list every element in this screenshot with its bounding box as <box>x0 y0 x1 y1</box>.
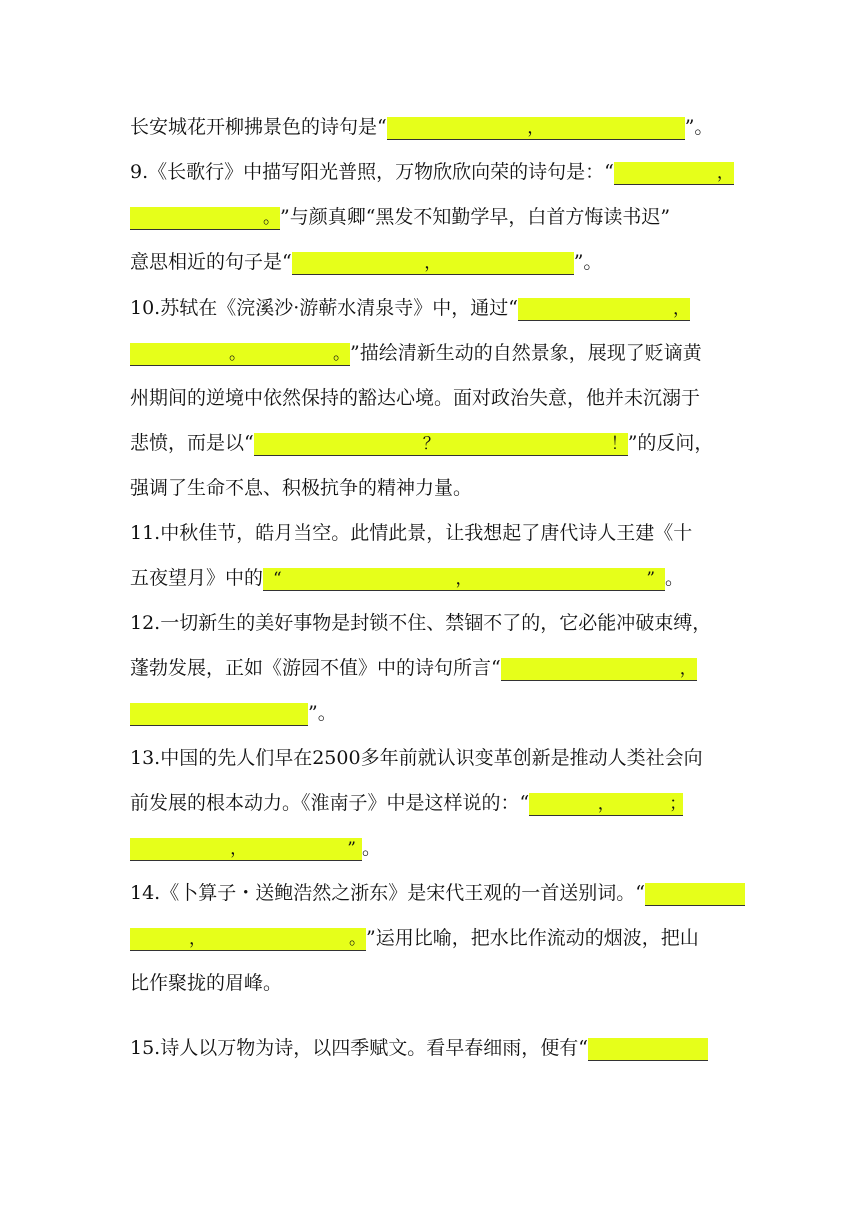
question-text: 15.诗人以万物为诗，以四季赋文。看早春细雨，便有“ <box>130 1037 588 1059</box>
text-line <box>130 383 700 413</box>
question-text: 9.《长歌行》中描写阳光普照，万物欣欣向荣的诗句是：“ <box>130 161 614 183</box>
question-text: ”与颜真卿“黑发不知勤学早，白首方悔读书迟” <box>280 206 671 228</box>
text-line <box>130 653 697 683</box>
text-line <box>130 833 381 863</box>
text-line <box>130 338 702 368</box>
text-line <box>130 968 282 998</box>
text-line <box>130 202 670 232</box>
question-text: 。 <box>362 837 382 859</box>
answer-blank[interactable]: ？ <box>254 433 440 456</box>
answer-blank[interactable]: ， <box>387 117 685 140</box>
answer-blank[interactable]: ， <box>529 793 683 816</box>
answer-blank[interactable] <box>645 883 745 906</box>
text-line <box>130 563 684 593</box>
question-12 <box>130 608 711 638</box>
question-14 <box>130 878 745 908</box>
question-text: ”。 <box>308 702 337 724</box>
question-text: 比作聚拢的眉峰。 <box>130 972 283 994</box>
question-text: ”运用比喻，把水比作流动的烟波，把山 <box>366 927 699 949</box>
question-text: 悲愤，而是以“ <box>130 432 254 454</box>
question-text: 蓬勃发展，正如《游园不值》中的诗句所言“ <box>130 657 501 679</box>
answer-blank[interactable]: ， <box>518 298 690 321</box>
answer-blank[interactable]: ！ <box>440 433 628 456</box>
answer-blank[interactable] <box>130 703 308 726</box>
question-15 <box>130 1033 708 1063</box>
answer-blank[interactable]: 。 <box>130 343 246 366</box>
answer-blank[interactable]: 。 <box>246 343 350 366</box>
answer-blank[interactable]: ， <box>292 252 574 275</box>
text-line <box>130 428 713 458</box>
question-text: 。 <box>665 567 685 589</box>
answer-blank[interactable]: ， <box>614 162 734 185</box>
text-line <box>130 923 699 953</box>
answer-blank[interactable]: “ ， ” <box>263 568 665 591</box>
question-text: ”。 <box>684 116 714 138</box>
question-text: 五夜望月》中的 <box>130 567 264 589</box>
answer-blank[interactable]: ， <box>501 658 697 681</box>
text-line <box>130 112 713 142</box>
question-11 <box>130 518 692 548</box>
question-text: 12.一切新生的美好事物是封锁不住、禁锢不了的，它必能冲破束缚， <box>130 612 712 634</box>
text-line <box>130 247 602 277</box>
answer-blank[interactable]: ， ” <box>130 838 362 861</box>
question-text: ”描绘清新生动的自然景象，展现了贬谪黄 <box>350 342 702 364</box>
question-text: 14.《卜算子・送鲍浩然之浙东》是宋代王观的一首送别词。“ <box>130 882 645 904</box>
question-text: ”的反问， <box>627 432 714 454</box>
question-text: 强调了生命不息、积极抗争的精神力量。 <box>130 477 473 499</box>
text-line <box>130 473 472 503</box>
question-text: 13.中国的先人们早在2500多年前就认识变革创新是推动人类社会向 <box>130 747 703 769</box>
question-text: 意思相近的句子是“ <box>130 251 292 273</box>
question-9 <box>130 157 734 187</box>
question-text: 11.中秋佳节，皓月当空。此情此景，让我想起了唐代诗人王建《十 <box>130 522 693 544</box>
question-13 <box>130 743 703 773</box>
answer-blank[interactable]: 。 <box>130 207 280 230</box>
question-text: 州期间的逆境中依然保持的豁达心境。面对政治失意，他并未沉溺于 <box>130 387 701 409</box>
question-text: 前发展的根本动力。《淮南子》中是这样说的：“ <box>130 792 530 814</box>
question-text: 10.苏轼在《浣溪沙·游蕲水清泉寺》中，通过“ <box>130 297 518 319</box>
question-text: 长安城花开柳拂景色的诗句是“ <box>130 116 387 138</box>
question-text: ”。 <box>573 251 603 273</box>
text-line <box>130 698 337 728</box>
answer-blank[interactable] <box>588 1038 708 1061</box>
answer-blank[interactable]: 。 <box>206 928 366 951</box>
answer-blank[interactable]: ， <box>130 928 206 951</box>
text-line: 前发展的根本动力。《淮南子》中是这样说的：“ ， ； <box>130 792 687 814</box>
question-10 <box>130 293 690 323</box>
